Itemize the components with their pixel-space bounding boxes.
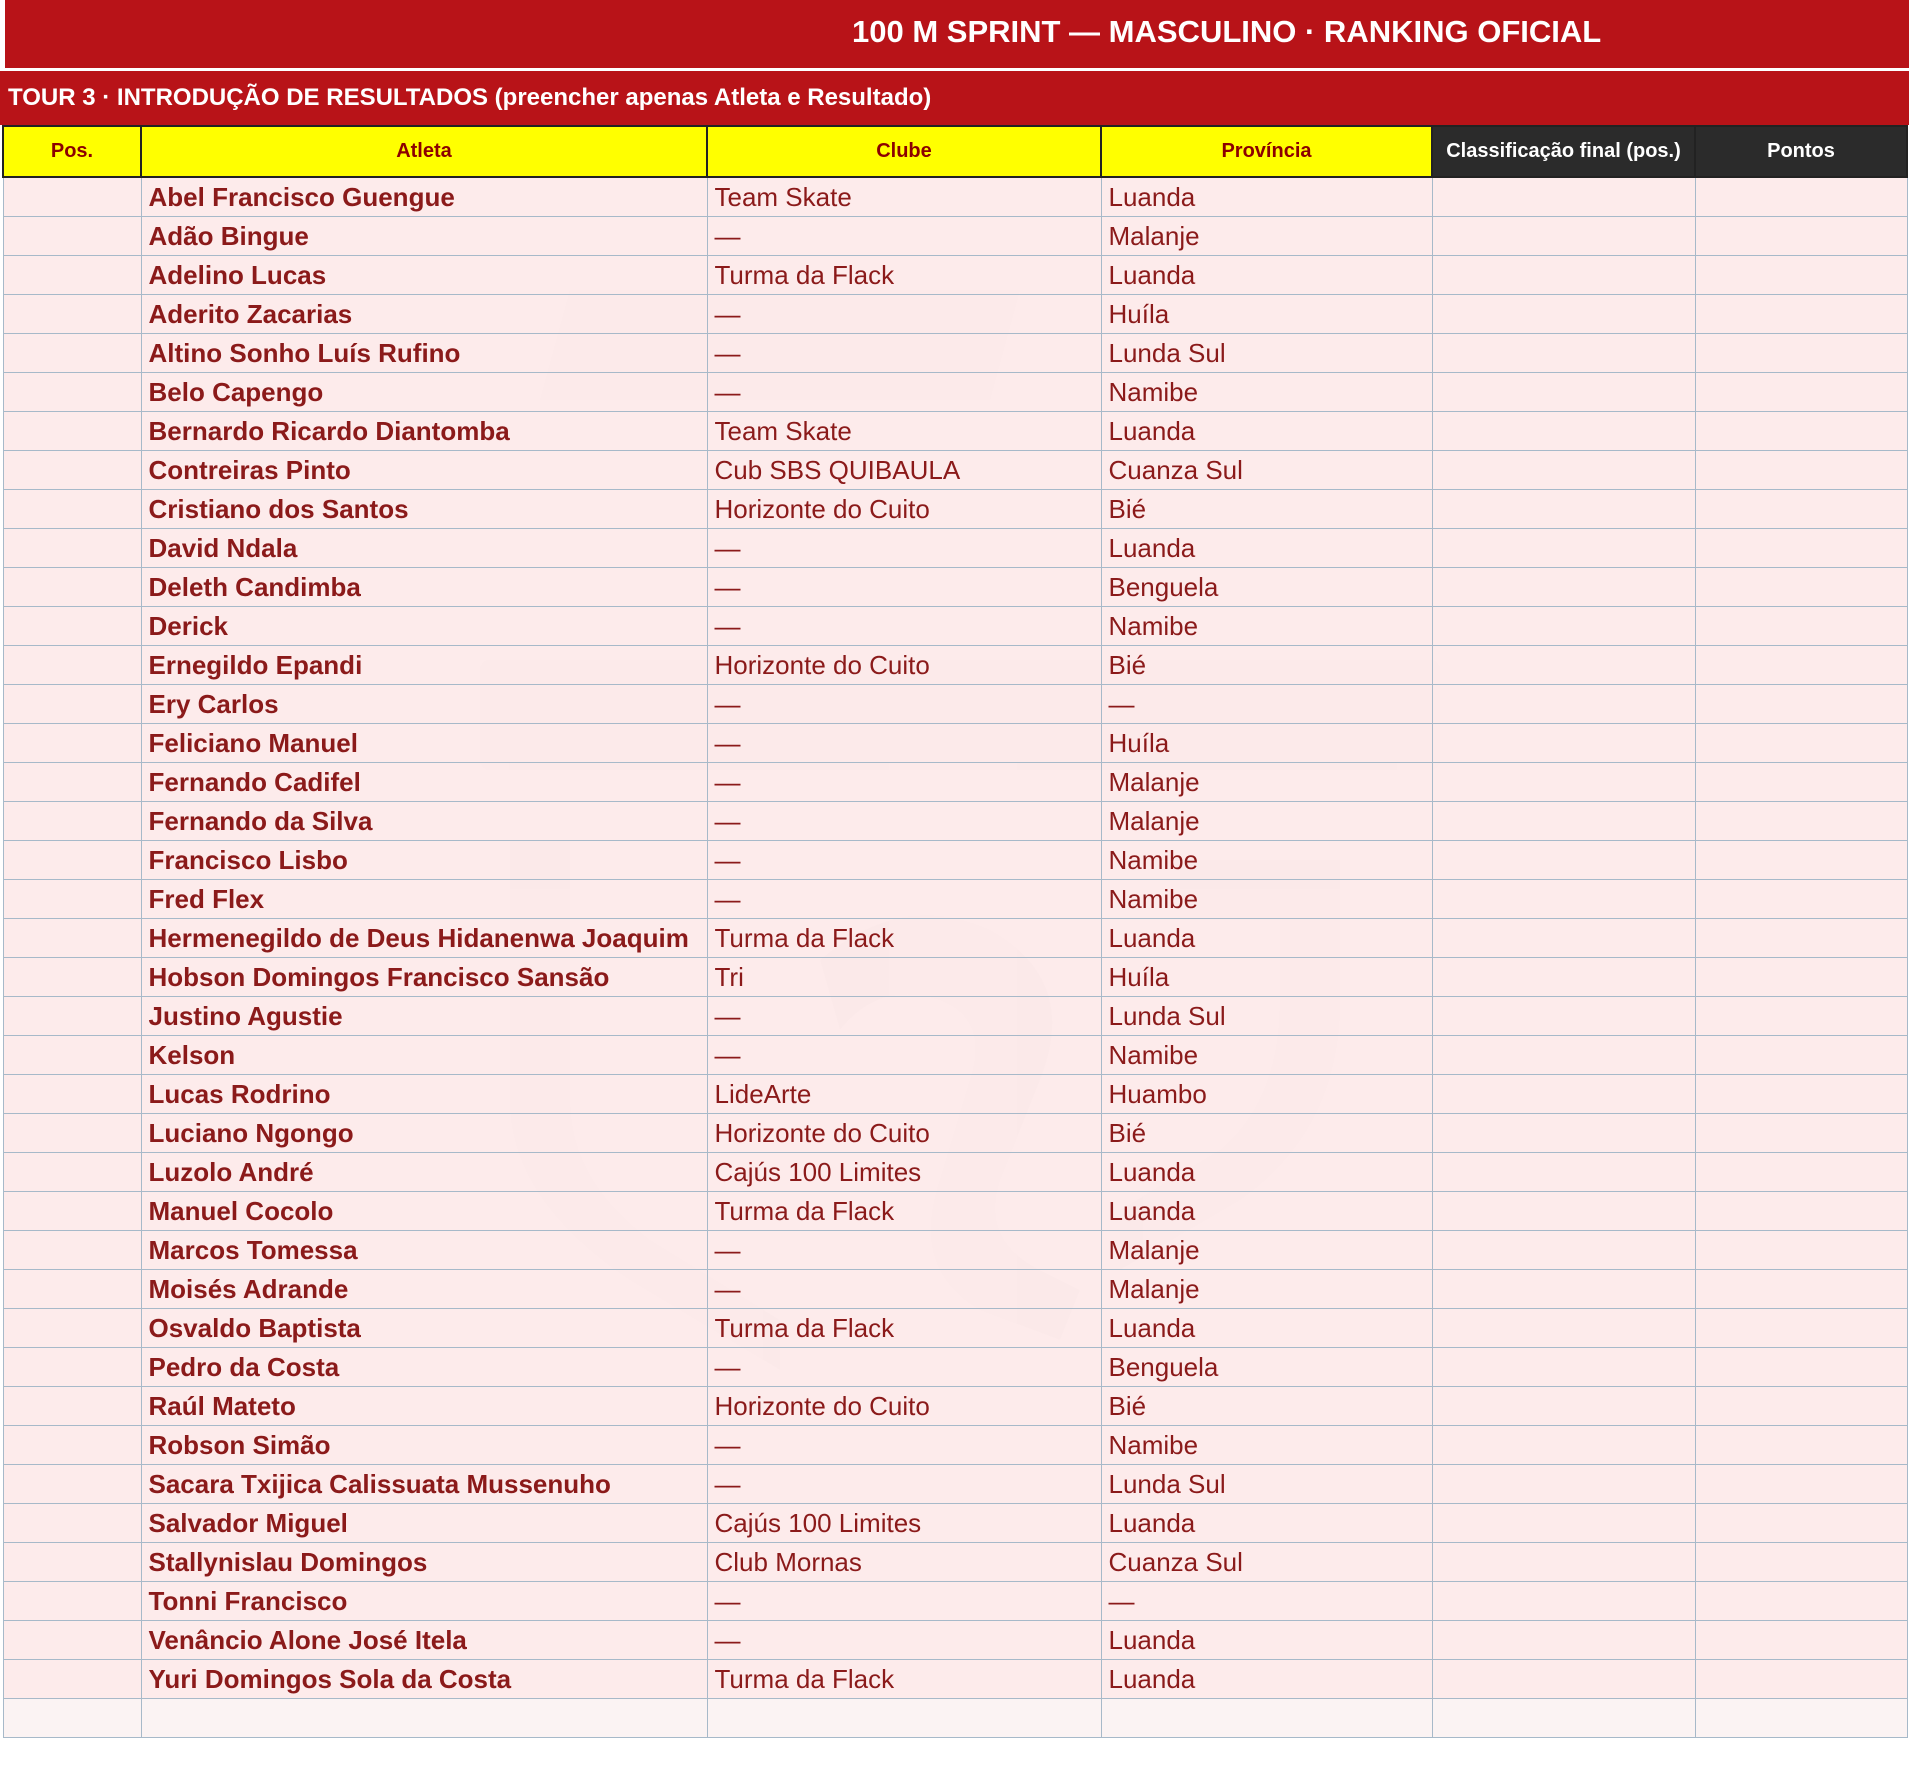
athlete-cell: Manuel Cocolo bbox=[141, 1192, 707, 1231]
final-rank-cell[interactable] bbox=[1432, 1270, 1695, 1309]
province-cell: Luanda bbox=[1101, 1504, 1432, 1543]
athlete-cell: Lucas Rodrino bbox=[141, 1075, 707, 1114]
pos-cell[interactable] bbox=[3, 607, 141, 646]
points-cell[interactable] bbox=[1695, 1660, 1907, 1699]
col-header-club: Clube bbox=[707, 126, 1101, 177]
empty-row bbox=[3, 1699, 1907, 1738]
club-cell: — bbox=[707, 724, 1101, 763]
athlete-cell: Cristiano dos Santos bbox=[141, 490, 707, 529]
final-rank-cell[interactable] bbox=[1432, 1504, 1695, 1543]
final-rank-cell[interactable] bbox=[1432, 568, 1695, 607]
club-cell: Horizonte do Cuito bbox=[707, 490, 1101, 529]
col-header-athlete: Atleta bbox=[141, 126, 707, 177]
final-rank-cell[interactable] bbox=[1432, 1114, 1695, 1153]
pos-cell[interactable] bbox=[3, 568, 141, 607]
athlete-cell: Belo Capengo bbox=[141, 373, 707, 412]
table-row bbox=[3, 724, 1907, 763]
club-cell: Turma da Flack bbox=[707, 256, 1101, 295]
club-cell: Turma da Flack bbox=[707, 919, 1101, 958]
final-rank-cell[interactable] bbox=[1432, 1387, 1695, 1426]
final-rank-cell[interactable] bbox=[1432, 919, 1695, 958]
athlete-cell: Raúl Mateto bbox=[141, 1387, 707, 1426]
pos-cell[interactable] bbox=[3, 1075, 141, 1114]
athlete-cell: Adelino Lucas bbox=[141, 256, 707, 295]
pos-cell[interactable] bbox=[3, 1387, 141, 1426]
club-cell: Horizonte do Cuito bbox=[707, 1114, 1101, 1153]
table-row bbox=[3, 1582, 1907, 1621]
pos-cell[interactable] bbox=[3, 1270, 141, 1309]
club-cell: — bbox=[707, 1348, 1101, 1387]
club-cell: Turma da Flack bbox=[707, 1309, 1101, 1348]
club-cell: — bbox=[707, 217, 1101, 256]
table-row bbox=[3, 217, 1907, 256]
table-row bbox=[3, 334, 1907, 373]
points-cell[interactable] bbox=[1695, 919, 1907, 958]
athlete-cell: Contreiras Pinto bbox=[141, 451, 707, 490]
points-cell[interactable] bbox=[1695, 841, 1907, 880]
pos-cell[interactable] bbox=[3, 685, 141, 724]
club-cell: — bbox=[707, 880, 1101, 919]
pos-cell[interactable] bbox=[3, 1426, 141, 1465]
points-cell[interactable] bbox=[1695, 529, 1907, 568]
final-rank-cell[interactable] bbox=[1432, 1660, 1695, 1699]
points-cell[interactable] bbox=[1695, 177, 1907, 217]
athlete-cell: Marcos Tomessa bbox=[141, 1231, 707, 1270]
points-cell[interactable] bbox=[1695, 1621, 1907, 1660]
pos-cell[interactable] bbox=[3, 1348, 141, 1387]
pos-cell[interactable] bbox=[3, 217, 141, 256]
col-header-points: Pontos bbox=[1695, 126, 1907, 177]
athlete-cell: Fred Flex bbox=[141, 880, 707, 919]
table-row bbox=[3, 763, 1907, 802]
points-cell[interactable] bbox=[1695, 1348, 1907, 1387]
pos-cell[interactable] bbox=[3, 1192, 141, 1231]
pos-cell[interactable] bbox=[3, 1153, 141, 1192]
table-row bbox=[3, 1621, 1907, 1660]
table-row bbox=[3, 607, 1907, 646]
athlete-cell: Adão Bingue bbox=[141, 217, 707, 256]
athlete-cell: Feliciano Manuel bbox=[141, 724, 707, 763]
table-row bbox=[3, 1465, 1907, 1504]
final-rank-cell[interactable] bbox=[1432, 1426, 1695, 1465]
final-rank-cell[interactable] bbox=[1432, 958, 1695, 997]
final-rank-cell[interactable] bbox=[1432, 177, 1695, 217]
province-cell: Lunda Sul bbox=[1101, 334, 1432, 373]
athlete-cell: Hermenegildo de Deus Hidanenwa Joaquim bbox=[141, 919, 707, 958]
table-row bbox=[3, 1348, 1907, 1387]
province-cell: Luanda bbox=[1101, 1621, 1432, 1660]
table-row bbox=[3, 1192, 1907, 1231]
points-cell[interactable] bbox=[1695, 880, 1907, 919]
points-cell[interactable] bbox=[1695, 412, 1907, 451]
points-cell[interactable] bbox=[1695, 763, 1907, 802]
pos-cell[interactable] bbox=[3, 997, 141, 1036]
pos-cell[interactable] bbox=[3, 919, 141, 958]
final-rank-cell[interactable] bbox=[1432, 841, 1695, 880]
province-cell: Cuanza Sul bbox=[1101, 451, 1432, 490]
province-cell: Huíla bbox=[1101, 724, 1432, 763]
final-rank-cell[interactable] bbox=[1432, 802, 1695, 841]
province-cell: Namibe bbox=[1101, 373, 1432, 412]
final-rank-cell[interactable] bbox=[1432, 1036, 1695, 1075]
athlete-cell: Salvador Miguel bbox=[141, 1504, 707, 1543]
table-row bbox=[3, 1504, 1907, 1543]
province-cell: Malanje bbox=[1101, 217, 1432, 256]
points-cell[interactable] bbox=[1695, 451, 1907, 490]
athlete-cell: Stallynislau Domingos bbox=[141, 1543, 707, 1582]
table-row bbox=[3, 646, 1907, 685]
points-cell[interactable] bbox=[1695, 1114, 1907, 1153]
province-cell: Luanda bbox=[1101, 919, 1432, 958]
athlete-cell: Luzolo André bbox=[141, 1153, 707, 1192]
athlete-cell: Venâncio Alone José Itela bbox=[141, 1621, 707, 1660]
table-row bbox=[3, 451, 1907, 490]
col-header-province: Província bbox=[1101, 126, 1432, 177]
final-rank-cell[interactable] bbox=[1432, 1231, 1695, 1270]
club-cell: — bbox=[707, 1582, 1101, 1621]
club-cell: — bbox=[707, 607, 1101, 646]
pos-cell[interactable] bbox=[3, 841, 141, 880]
pos-cell[interactable] bbox=[3, 451, 141, 490]
table-row bbox=[3, 373, 1907, 412]
table-row bbox=[3, 529, 1907, 568]
table-row bbox=[3, 1426, 1907, 1465]
province-cell: Namibe bbox=[1101, 841, 1432, 880]
province-cell: Malanje bbox=[1101, 763, 1432, 802]
final-rank-cell[interactable] bbox=[1432, 1348, 1695, 1387]
athlete-cell: Bernardo Ricardo Diantomba bbox=[141, 412, 707, 451]
table-row bbox=[3, 568, 1907, 607]
club-cell: Team Skate bbox=[707, 412, 1101, 451]
table-row bbox=[3, 880, 1907, 919]
final-rank-cell[interactable] bbox=[1432, 646, 1695, 685]
final-rank-cell[interactable] bbox=[1432, 412, 1695, 451]
table-row bbox=[3, 412, 1907, 451]
province-cell: — bbox=[1101, 1582, 1432, 1621]
final-rank-cell[interactable] bbox=[1432, 1621, 1695, 1660]
subtitle-banner bbox=[0, 71, 1909, 125]
club-cell: Club Mornas bbox=[707, 1543, 1101, 1582]
pos-cell[interactable] bbox=[3, 256, 141, 295]
table-body bbox=[3, 177, 1907, 1738]
province-cell: Lunda Sul bbox=[1101, 997, 1432, 1036]
final-rank-cell[interactable] bbox=[1432, 529, 1695, 568]
table-row bbox=[3, 958, 1907, 997]
province-cell: Huíla bbox=[1101, 958, 1432, 997]
athlete-cell: Fernando Cadifel bbox=[141, 763, 707, 802]
club-cell: LideArte bbox=[707, 1075, 1101, 1114]
club-cell: Horizonte do Cuito bbox=[707, 646, 1101, 685]
header-row bbox=[3, 126, 1907, 177]
province-cell: Namibe bbox=[1101, 1036, 1432, 1075]
final-rank-cell[interactable] bbox=[1432, 1582, 1695, 1621]
province-cell: Lunda Sul bbox=[1101, 1465, 1432, 1504]
athlete-cell: Fernando da Silva bbox=[141, 802, 707, 841]
table-row bbox=[3, 177, 1907, 217]
club-cell: — bbox=[707, 373, 1101, 412]
final-rank-cell[interactable] bbox=[1432, 763, 1695, 802]
points-cell[interactable] bbox=[1695, 997, 1907, 1036]
club-cell: — bbox=[707, 334, 1101, 373]
final-rank-cell[interactable] bbox=[1432, 1309, 1695, 1348]
table-row bbox=[3, 1660, 1907, 1699]
pos-cell[interactable] bbox=[3, 646, 141, 685]
province-cell: Bié bbox=[1101, 1387, 1432, 1426]
points-cell[interactable] bbox=[1695, 568, 1907, 607]
title-banner bbox=[5, 0, 1909, 68]
province-cell: Benguela bbox=[1101, 1348, 1432, 1387]
athlete-cell: Pedro da Costa bbox=[141, 1348, 707, 1387]
table-row bbox=[3, 1543, 1907, 1582]
province-cell: Luanda bbox=[1101, 529, 1432, 568]
points-cell[interactable] bbox=[1695, 1582, 1907, 1621]
club-cell: Cajús 100 Limites bbox=[707, 1153, 1101, 1192]
points-cell[interactable] bbox=[1695, 1153, 1907, 1192]
athlete-cell: Sacara Txijica Calissuata Mussenuho bbox=[141, 1465, 707, 1504]
pos-cell[interactable] bbox=[3, 295, 141, 334]
province-cell: Luanda bbox=[1101, 1660, 1432, 1699]
sheet-title: 100 M SPRINT — MASCULINO · RANKING OFICIAL bbox=[852, 14, 1602, 49]
club-cell: Tri bbox=[707, 958, 1101, 997]
table-row bbox=[3, 841, 1907, 880]
table-row bbox=[3, 256, 1907, 295]
table-row bbox=[3, 685, 1907, 724]
club-cell: — bbox=[707, 1036, 1101, 1075]
points-cell[interactable] bbox=[1695, 1426, 1907, 1465]
province-cell: Luanda bbox=[1101, 412, 1432, 451]
pos-cell[interactable] bbox=[3, 724, 141, 763]
province-cell: Bié bbox=[1101, 490, 1432, 529]
athlete-cell: Osvaldo Baptista bbox=[141, 1309, 707, 1348]
points-cell[interactable] bbox=[1695, 1543, 1907, 1582]
athlete-cell: Justino Agustie bbox=[141, 997, 707, 1036]
club-cell: — bbox=[707, 841, 1101, 880]
points-cell[interactable] bbox=[1695, 958, 1907, 997]
club-cell: — bbox=[707, 1465, 1101, 1504]
final-rank-cell[interactable] bbox=[1432, 724, 1695, 763]
points-cell[interactable] bbox=[1695, 1504, 1907, 1543]
province-cell: Huambo bbox=[1101, 1075, 1432, 1114]
pos-cell[interactable] bbox=[3, 1504, 141, 1543]
pos-cell[interactable] bbox=[3, 880, 141, 919]
province-cell: Namibe bbox=[1101, 880, 1432, 919]
points-cell[interactable] bbox=[1695, 1231, 1907, 1270]
province-cell: Luanda bbox=[1101, 256, 1432, 295]
club-cell: Team Skate bbox=[707, 177, 1101, 217]
final-rank-cell[interactable] bbox=[1432, 685, 1695, 724]
final-rank-cell[interactable] bbox=[1432, 334, 1695, 373]
empty-cell[interactable] bbox=[707, 1699, 1101, 1738]
province-cell: Luanda bbox=[1101, 1309, 1432, 1348]
sheet-subtitle: TOUR 3 · INTRODUÇÃO DE RESULTADOS (preencher apenas Atleta e Resultado) bbox=[8, 84, 932, 111]
club-cell: — bbox=[707, 295, 1101, 334]
points-cell[interactable] bbox=[1695, 1465, 1907, 1504]
final-rank-cell[interactable] bbox=[1432, 373, 1695, 412]
province-cell: Bié bbox=[1101, 1114, 1432, 1153]
table-row bbox=[3, 802, 1907, 841]
pos-cell[interactable] bbox=[3, 763, 141, 802]
pos-cell[interactable] bbox=[3, 412, 141, 451]
final-rank-cell[interactable] bbox=[1432, 451, 1695, 490]
points-cell[interactable] bbox=[1695, 1075, 1907, 1114]
pos-cell[interactable] bbox=[3, 529, 141, 568]
athlete-cell: Ernegildo Epandi bbox=[141, 646, 707, 685]
pos-cell[interactable] bbox=[3, 1621, 141, 1660]
club-cell: — bbox=[707, 1231, 1101, 1270]
pos-cell[interactable] bbox=[3, 334, 141, 373]
athlete-cell: Moisés Adrande bbox=[141, 1270, 707, 1309]
athlete-cell: Ery Carlos bbox=[141, 685, 707, 724]
points-cell[interactable] bbox=[1695, 646, 1907, 685]
pos-cell[interactable] bbox=[3, 802, 141, 841]
empty-cell[interactable] bbox=[141, 1699, 707, 1738]
athlete-cell: Yuri Domingos Sola da Costa bbox=[141, 1660, 707, 1699]
points-cell[interactable] bbox=[1695, 295, 1907, 334]
province-cell: Bié bbox=[1101, 646, 1432, 685]
table-row bbox=[3, 997, 1907, 1036]
province-cell: Malanje bbox=[1101, 1270, 1432, 1309]
points-cell[interactable] bbox=[1695, 607, 1907, 646]
province-cell: Luanda bbox=[1101, 177, 1432, 217]
athlete-cell: Abel Francisco Guengue bbox=[141, 177, 707, 217]
athlete-cell: Deleth Candimba bbox=[141, 568, 707, 607]
athlete-cell: Hobson Domingos Francisco Sansão bbox=[141, 958, 707, 997]
points-cell[interactable] bbox=[1695, 1387, 1907, 1426]
empty-cell[interactable] bbox=[1101, 1699, 1432, 1738]
club-cell: — bbox=[707, 1270, 1101, 1309]
club-cell: — bbox=[707, 685, 1101, 724]
table-row bbox=[3, 490, 1907, 529]
province-cell: Cuanza Sul bbox=[1101, 1543, 1432, 1582]
final-rank-cell[interactable] bbox=[1432, 490, 1695, 529]
table-row bbox=[3, 1309, 1907, 1348]
province-cell: Namibe bbox=[1101, 607, 1432, 646]
pos-cell[interactable] bbox=[3, 373, 141, 412]
pos-cell[interactable] bbox=[3, 490, 141, 529]
points-cell[interactable] bbox=[1695, 334, 1907, 373]
ranking-table bbox=[2, 125, 1908, 1738]
points-cell[interactable] bbox=[1695, 373, 1907, 412]
club-cell: Cajús 100 Limites bbox=[707, 1504, 1101, 1543]
final-rank-cell[interactable] bbox=[1432, 256, 1695, 295]
pos-cell[interactable] bbox=[3, 958, 141, 997]
final-rank-cell[interactable] bbox=[1432, 1465, 1695, 1504]
table-row bbox=[3, 295, 1907, 334]
pos-cell[interactable] bbox=[3, 1465, 141, 1504]
points-cell[interactable] bbox=[1695, 724, 1907, 763]
points-cell[interactable] bbox=[1695, 490, 1907, 529]
athlete-cell: Robson Simão bbox=[141, 1426, 707, 1465]
final-rank-cell[interactable] bbox=[1432, 295, 1695, 334]
club-cell: Cub SBS QUIBAULA bbox=[707, 451, 1101, 490]
athlete-cell: Tonni Francisco bbox=[141, 1582, 707, 1621]
points-cell[interactable] bbox=[1695, 1192, 1907, 1231]
empty-cell[interactable] bbox=[1695, 1699, 1907, 1738]
table-row bbox=[3, 1231, 1907, 1270]
pos-cell[interactable] bbox=[3, 1036, 141, 1075]
club-cell: — bbox=[707, 529, 1101, 568]
pos-cell[interactable] bbox=[3, 1231, 141, 1270]
final-rank-cell[interactable] bbox=[1432, 997, 1695, 1036]
club-cell: Turma da Flack bbox=[707, 1192, 1101, 1231]
table-row bbox=[3, 1036, 1907, 1075]
table-row bbox=[3, 1387, 1907, 1426]
club-cell: — bbox=[707, 1621, 1101, 1660]
points-cell[interactable] bbox=[1695, 1036, 1907, 1075]
pos-cell[interactable] bbox=[3, 1543, 141, 1582]
final-rank-cell[interactable] bbox=[1432, 1192, 1695, 1231]
province-cell: Malanje bbox=[1101, 1231, 1432, 1270]
pos-cell[interactable] bbox=[3, 177, 141, 217]
province-cell: Luanda bbox=[1101, 1153, 1432, 1192]
table-row bbox=[3, 1270, 1907, 1309]
final-rank-cell[interactable] bbox=[1432, 217, 1695, 256]
province-cell: Namibe bbox=[1101, 1426, 1432, 1465]
final-rank-cell[interactable] bbox=[1432, 1075, 1695, 1114]
empty-cell[interactable] bbox=[3, 1699, 141, 1738]
club-cell: Horizonte do Cuito bbox=[707, 1387, 1101, 1426]
points-cell[interactable] bbox=[1695, 217, 1907, 256]
final-rank-cell[interactable] bbox=[1432, 607, 1695, 646]
pos-cell[interactable] bbox=[3, 1582, 141, 1621]
points-cell[interactable] bbox=[1695, 1270, 1907, 1309]
club-cell: — bbox=[707, 997, 1101, 1036]
points-cell[interactable] bbox=[1695, 256, 1907, 295]
province-cell: Malanje bbox=[1101, 802, 1432, 841]
points-cell[interactable] bbox=[1695, 1309, 1907, 1348]
athlete-cell: Francisco Lisbo bbox=[141, 841, 707, 880]
province-cell: — bbox=[1101, 685, 1432, 724]
athlete-cell: David Ndala bbox=[141, 529, 707, 568]
final-rank-cell[interactable] bbox=[1432, 880, 1695, 919]
table-row bbox=[3, 919, 1907, 958]
province-cell: Huíla bbox=[1101, 295, 1432, 334]
pos-cell[interactable] bbox=[3, 1309, 141, 1348]
pos-cell[interactable] bbox=[3, 1114, 141, 1153]
athlete-cell: Altino Sonho Luís Rufino bbox=[141, 334, 707, 373]
final-rank-cell[interactable] bbox=[1432, 1543, 1695, 1582]
athlete-cell: Aderito Zacarias bbox=[141, 295, 707, 334]
pos-cell[interactable] bbox=[3, 1660, 141, 1699]
final-rank-cell[interactable] bbox=[1432, 1153, 1695, 1192]
table-row bbox=[3, 1114, 1907, 1153]
col-header-final-rank: Classificação final (pos.) bbox=[1432, 126, 1695, 177]
club-cell: — bbox=[707, 802, 1101, 841]
club-cell: — bbox=[707, 1426, 1101, 1465]
club-cell: — bbox=[707, 568, 1101, 607]
col-header-pos: Pos. bbox=[3, 126, 141, 177]
table-row bbox=[3, 1075, 1907, 1114]
province-cell: Luanda bbox=[1101, 1192, 1432, 1231]
athlete-cell: Luciano Ngongo bbox=[141, 1114, 707, 1153]
table-row bbox=[3, 1153, 1907, 1192]
athlete-cell: Kelson bbox=[141, 1036, 707, 1075]
empty-cell[interactable] bbox=[1432, 1699, 1695, 1738]
club-cell: — bbox=[707, 763, 1101, 802]
points-cell[interactable] bbox=[1695, 802, 1907, 841]
club-cell: Turma da Flack bbox=[707, 1660, 1101, 1699]
province-cell: Benguela bbox=[1101, 568, 1432, 607]
points-cell[interactable] bbox=[1695, 685, 1907, 724]
athlete-cell: Derick bbox=[141, 607, 707, 646]
